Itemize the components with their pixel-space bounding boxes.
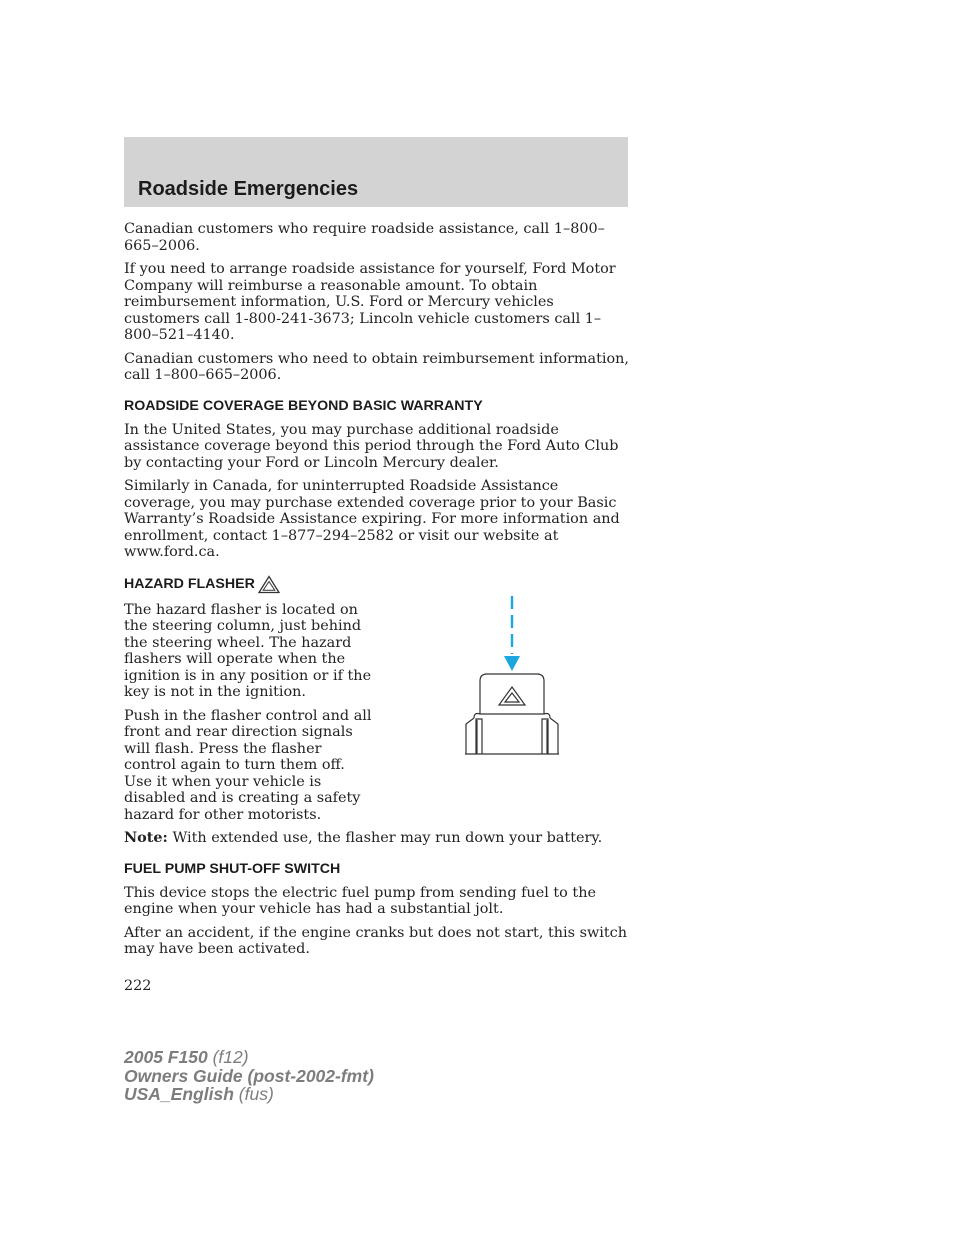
hazard-switch-icon <box>465 674 559 754</box>
footer-line-2: Owners Guide (post-2002-fmt) <box>124 1065 374 1086</box>
note-text: With extended use, the flasher may run down your battery. <box>172 830 603 846</box>
section-header-bar <box>124 137 628 207</box>
footer-line-1: 2005 F150 (f12) <box>124 1047 249 1067</box>
hazard-flasher-section <box>124 602 630 824</box>
hazard-note <box>124 830 630 847</box>
fuel-pump-paragraph-2: After an accident, if the engine cranks but does not start, this switch may have been activated. <box>124 924 628 957</box>
hazard-heading-text: HAZARD FLASHER <box>124 576 255 592</box>
intro-paragraph-1: Canadian customers who require roadside assistance, call 1–800–665–2006. <box>124 221 605 254</box>
intro-paragraph-2: If you need to arrange roadside assistance for yourself, Ford Motor Company will reimburse a reasonable amount. To obtain reimbursement information, U.S. Ford or Mercury vehicles customers call 1-800-241-3673; Lincoln vehicle customers call 1–800–521–4140. <box>124 261 616 343</box>
page-content <box>124 221 630 994</box>
coverage-paragraph-1: In the United States, you may purchase additional roadside assistance coverage beyond this period through the Ford Auto Club by contacting your Ford or Lincoln Mercury dealer. <box>124 421 619 471</box>
page-number: 222 <box>124 977 152 994</box>
hazard-text-column <box>124 602 376 824</box>
section-title: Roadside Emergencies <box>138 178 359 200</box>
note-label: Note: <box>124 829 168 846</box>
fuel-pump-paragraph-1: This device stops the electric fuel pump from sending fuel to the engine when your vehicle has had a substantial jolt. <box>124 884 596 917</box>
hazard-paragraph-2: Push in the flasher control and all front and rear direction signals will flash. Press the flasher control again to turn them off. Use it when your vehicle is disabled and is creating a safety hazard for other motorists. <box>124 707 372 823</box>
intro-paragraph-3: Canadian customers who need to obtain reimbursement information, call 1–800–665–2006. <box>124 350 630 383</box>
pointer-arrow-icon <box>504 596 520 671</box>
fuel-pump-heading: FUEL PUMP SHUT-OFF SWITCH <box>124 860 341 877</box>
coverage-paragraph-2: Similarly in Canada, for uninterrupted Roadside Assistance coverage, you may purchase extended coverage prior to your Basic Warranty’s Roadside Assistance expiring. For more information and enrollment, contact 1–877–294–2582 or visit our website at www.ford.ca. <box>124 478 620 560</box>
hazard-triangle-icon <box>258 575 280 594</box>
document-footer <box>124 1048 374 1104</box>
hazard-switch-illustration <box>462 594 562 764</box>
coverage-heading: ROADSIDE COVERAGE BEYOND BASIC WARRANTY <box>124 397 483 414</box>
footer-line-3: USA_English (fus) <box>124 1084 274 1104</box>
hazard-heading <box>124 575 630 594</box>
hazard-paragraph-1: The hazard flasher is located on the steering column, just behind the steering wheel. The hazard flashers will operate when the ignition is in any position or if the key is not in the ignition. <box>124 601 372 700</box>
